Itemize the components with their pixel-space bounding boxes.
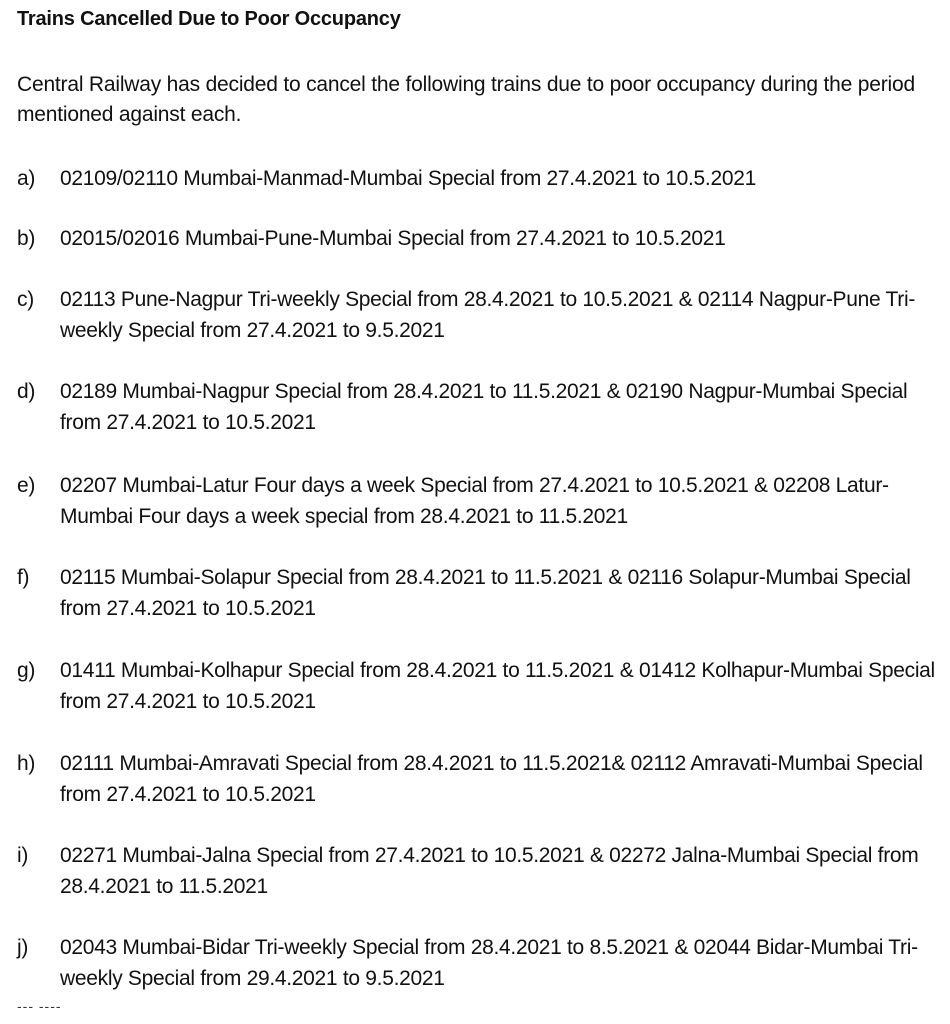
list-item [17, 562, 942, 624]
list-item-text: 02043 Mumbai-Bidar Tri-weekly Special from 28.4.2021 to 8.5.2021 & 02044 Bidar-Mumbai Tri-weekly Special from 29.4.2021 to 9.5.2021 [60, 936, 918, 990]
list-item-text: 02015/02016 Mumbai-Pune-Mumbai Special from 27.4.2021 to 10.5.2021 [60, 227, 726, 250]
footer-separator: --- ---- [17, 998, 62, 1014]
list-item-text: 02271 Mumbai-Jalna Special from 27.4.2021 to 10.5.2021 & 02272 Jalna-Mumbai Special from 28.4.2021 to 11.5.2021 [60, 844, 919, 898]
list-item-label: h) [17, 752, 36, 775]
list-item-text: 02109/02110 Mumbai-Manmad-Mumbai Special from 27.4.2021 to 10.5.2021 [60, 167, 756, 190]
list-item-label: c) [17, 288, 34, 311]
list-item-label: g) [17, 659, 36, 682]
list-item-text: 02189 Mumbai-Nagpur Special from 28.4.2021 to 11.5.2021 & 02190 Nagpur-Mumbai Special from 27.4.2021 to 10.5.2021 [60, 380, 908, 434]
list-item-label: b) [17, 227, 36, 250]
list-item-text: 02113 Pune-Nagpur Tri-weekly Special from 28.4.2021 to 10.5.2021 & 02114 Nagpur-Pune Tri-weekly Special from 27.4.2021 to 9.5.2021 [60, 288, 916, 342]
list-item-label: e) [17, 474, 36, 497]
intro-paragraph: Central Railway has decided to cancel the following trains due to poor occupancy during the period mentioned against each. [17, 73, 915, 126]
list-item-label: f) [17, 566, 30, 589]
list-item-text: 01411 Mumbai-Kolhapur Special from 28.4.2021 to 11.5.2021 & 01412 Kolhapur-Mumbai Special from 27.4.2021 to 10.5.2021 [60, 659, 935, 713]
list-item-text: 02207 Mumbai-Latur Four days a week Special from 27.4.2021 to 10.5.2021 & 02208 Latur-Mumbai Four days a week special from 28.4.2021 to 11.5.2021 [60, 474, 889, 528]
list-item [17, 932, 942, 994]
list-item [17, 223, 942, 254]
list-item-label: a) [17, 167, 36, 190]
list-item [17, 163, 942, 194]
document-title: Trains Cancelled Due to Poor Occupancy [17, 8, 401, 30]
list-item [17, 376, 942, 438]
list-item-label: i) [17, 844, 29, 867]
list-item-text: 02115 Mumbai-Solapur Special from 28.4.2021 to 11.5.2021 & 02116 Solapur-Mumbai Special from 27.4.2021 to 10.5.2021 [60, 566, 911, 620]
list-item-text: 02111 Mumbai-Amravati Special from 28.4.2021 to 11.5.2021& 02112 Amravati-Mumbai Special from 27.4.2021 to 10.5.2021 [60, 752, 923, 806]
list-item [17, 284, 942, 346]
list-item-label: j) [17, 936, 29, 959]
list-item [17, 840, 942, 902]
list-item-label: d) [17, 380, 36, 403]
list-item [17, 470, 942, 532]
list-item [17, 655, 942, 717]
list-item [17, 748, 942, 810]
